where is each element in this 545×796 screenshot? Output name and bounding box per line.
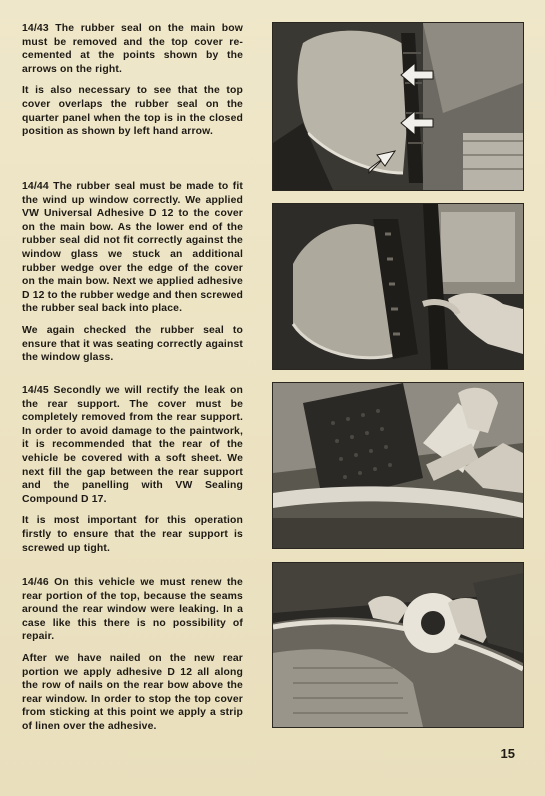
section-paragraph	[22, 576, 243, 644]
section-number: 14/46	[22, 577, 49, 588]
section-14-46	[22, 576, 243, 742]
section-paragraph: It is also necessary to see that the top cover overlaps the rubber seal on the quarter panel when the top is in the closed position as shown by left hand arrow.	[22, 85, 243, 138]
section-number: 14/43	[22, 23, 49, 34]
section-14-44	[22, 180, 243, 373]
section-paragraph	[22, 22, 243, 76]
photo-main-bow-seal	[272, 22, 524, 191]
section-paragraph: After we have nailed on the new rear portion we apply adhesive D 12 all along the row of nails on the rear bow above the rear window. In order to stop the top cover from sticking at this point we apply a strip of linen over the adhesive.	[22, 652, 243, 732]
section-number: 14/44	[22, 181, 49, 192]
photo-rear-window-linen	[272, 562, 524, 728]
section-number: 14/45	[22, 385, 49, 396]
section-paragraph: We again checked the rubber seal to ensure that it was seating correctly against the window glass.	[22, 324, 243, 364]
paragraph-text: The rubber seal on the main bow must be removed and the top cover re-cemented at the points shown by the arrows on the right.	[22, 23, 243, 75]
section-14-45	[22, 384, 243, 563]
section-paragraph: It is most important for this operation firstly to ensure that the rear support is screwed up tight.	[22, 515, 243, 554]
photo-window-seal	[272, 203, 524, 370]
section-14-43	[22, 22, 243, 147]
section-paragraph	[22, 180, 243, 316]
section-paragraph	[22, 384, 243, 506]
page-number: 15	[500, 746, 515, 761]
paragraph-text: Secondly we will rectify the leak on the rear support. The cover must be completely removed from the rear support. In order to avoid damage to the paintwork, it is recommended that the rear of the vehicle be covered with a soft sheet. We next fill the gap between the rear support and the panelling with VW Sealing Compound D 17.	[22, 385, 243, 505]
photo-rear-support	[272, 382, 524, 549]
paragraph-text: On this vehicle we must renew the rear portion of the top, because the seams around the rear window were leaking. In a case like this there is no possibility of repair.	[22, 577, 243, 643]
paragraph-text: The rubber seal must be made to fit the wind up window correctly. We applied VW Universal Adhesive D 12 to the cover on the main bow. As the lower end of the rubber seal did not fit correctly against the window glass we stuck an additional rubber wedge over the edge of the cover on the main bow. Next we applied adhesive D 12 to the rubber wedge and then screwed the rubber seal back into place.	[22, 181, 243, 315]
